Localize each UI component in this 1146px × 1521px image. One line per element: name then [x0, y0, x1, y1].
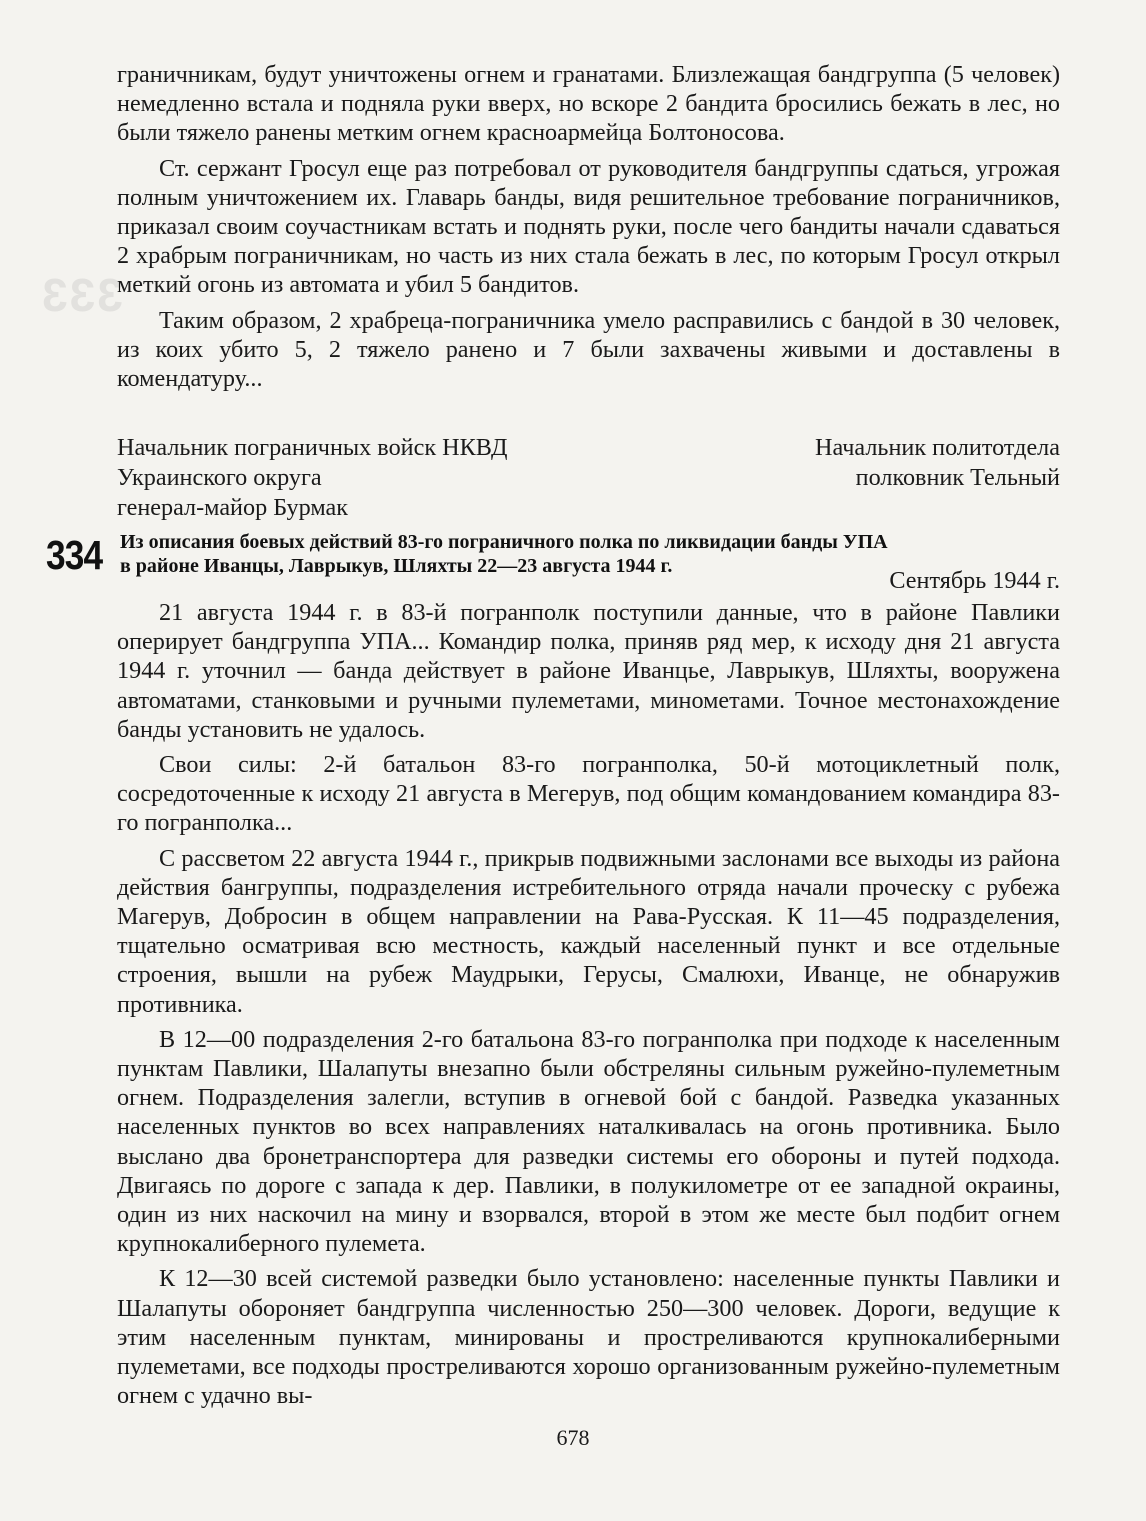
paragraph: К 12—30 всей системой разведки было установлено: населенные пункты Павлики и Шалапуты обороняет бандгруппа численностью 250—300 человек. Дороги, ведущие к этим населенным пунктам, минированы и простреливаются крупнокалиберными пулеметами, все подходы простреливаются хорошо организованным ружейно-пулеметным огнем с удачно вы- — [117, 1265, 1060, 1410]
signature-right — [815, 433, 1060, 493]
paragraph: В 12—00 подразделения 2-го батальона 83-го погранполка при подходе к населенным пунктам Павлики, Шалапуты внезапно были обстреляны сильным ружейно-пулеметным огнем. Подразделения залегли, вступив в огневой бой с бандой. Разведка указанных населенных пунктов во всех направлениях наталкивалась на огонь противника. Было выслано два бронетранспортера для разведки системы его обороны и путей подхода. Двигаясь по дороге с запада к дер. Павлики, в полукилометре от ее западной окраины, один из них наскочил на мину и взорвался, второй в этом же месте был подбит огнем крупнокалиберного пулемета. — [117, 1025, 1060, 1258]
document-number: 334 — [46, 532, 103, 578]
bleed-through-mark: 333 — [40, 269, 123, 321]
signature-right-line: полковник Тельный — [855, 464, 1060, 491]
signature-left-line: Украинского округа — [117, 464, 322, 491]
document-heading-line: Из описания боевых действий 83-го пограничного полка по ликвидации банды УПА — [120, 531, 888, 553]
paragraph: 21 августа 1944 г. в 83-й погранполк поступили данные, что в районе Павлики оперирует бандгруппа УПА... Командир полка, приняв ряд мер, к исходу дня 21 августа 1944 г. уточнил — банда действует в районе Иванцье, Лаврыкув, Шляхты, вооружена автоматами, станковыми и ручными пулеметами, минометами. Точное местонахождение банды установить не удалось. — [117, 599, 1060, 743]
signature-left-line: генерал-майор Бурмак — [117, 494, 348, 521]
document-date: Сентябрь 1944 г. — [889, 567, 1060, 594]
paragraph: Свои силы: 2-й батальон 83-го погранполка, 50-й мотоциклетный полк, сосредоточенные к исходу 21 августа в Мегерув, под общим командованием командира 83-го погранполка... — [117, 751, 1060, 837]
section-one-text — [117, 60, 1060, 393]
paragraph: Таким образом, 2 храбреца-пограничника умело расправились с бандой в 30 человек, из коих убито 5, 2 тяжело ранено и 7 были захвачены живыми и доставлены в комендатуру... — [117, 306, 1060, 393]
paragraph: Ст. сержант Гросул еще раз потребовал от руководителя бандгруппы сдаться, угрожая полным уничтожением их. Главарь банды, видя решительное требование пограничников, приказал своим соучастникам встать и поднять руки, после чего бандиты начали сдаваться 2 храбрым пограничникам, но часть из них стала бежать в лес, по которым Гросул открыл меткий огонь из автомата и убил 5 бандитов. — [117, 154, 1060, 299]
document-body — [117, 598, 1060, 1410]
signature-left — [117, 433, 507, 523]
signature-right-line: Начальник политотдела — [815, 434, 1060, 461]
paragraph: С рассветом 22 августа 1944 г., прикрыв подвижными заслонами все выходы из района действия бангруппы, подразделения истребительного отряда начали проческу с рубежа Магерув, Добросин в общем направлении на Рава-Русская. К 11—45 подразделения, тщательно осматривая всю местность, каждый населенный пункт и все отдельные строения, вышли на рубеж Маудрыки, Герусы, Смалюхи, Иванце, не обнаружив противника. — [117, 844, 1060, 1018]
signature-left-line: Начальник пограничных войск НКВД — [117, 434, 508, 461]
document-heading-line: в районе Иванцы, Лаврыкув, Шляхты 22—23 августа 1944 г. — [120, 555, 673, 577]
paragraph: граничникам, будут уничтожены огнем и гранатами. Близлежащая бандгруппа (5 человек) немедленно встала и подняла руки вверх, но вскоре 2 бандита бросились бежать в лес, но были тяжело ранены метким огнем красноармейца Болтоносова. — [117, 61, 1060, 147]
page-number: 678 — [556, 1425, 590, 1450]
